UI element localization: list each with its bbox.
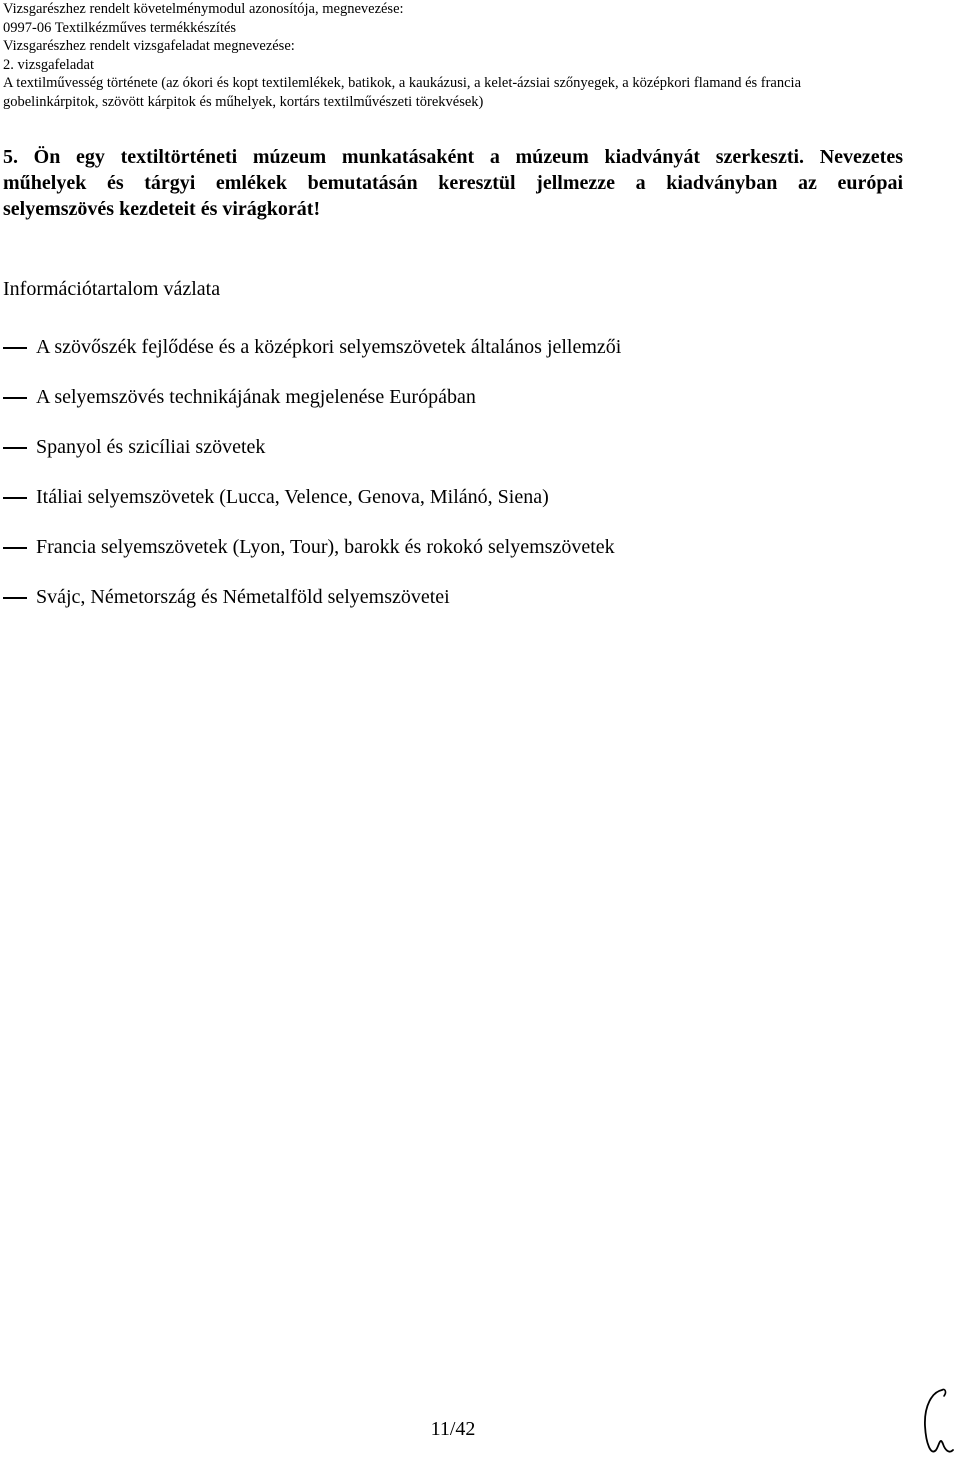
list-item-text: Spanyol és szicíliai szövetek <box>36 436 266 458</box>
header-line-task-label: Vizsgarészhez rendelt vizsgafeladat megnevezése: <box>3 38 295 55</box>
dash-bullet-icon <box>3 534 36 560</box>
dash-bullet-icon <box>3 334 36 360</box>
task-statement <box>3 144 903 222</box>
list-item <box>3 384 903 434</box>
task-line-2: műhelyek és tárgyi emlékek bemutatásán keresztül jellmezze a kiadványban az európai <box>3 172 903 194</box>
page-number: 11/42 <box>430 1418 476 1440</box>
list-item <box>3 334 903 384</box>
list-item-text: Itáliai selyemszövetek (Lucca, Velence, Genova, Milánó, Siena) <box>36 486 549 508</box>
task-line-1: 5. Ön egy textiltörténeti múzeum munkatásaként a múzeum kiadványát szerkeszti. Nevezetes <box>3 146 903 168</box>
list-item <box>3 584 903 634</box>
outline-title: Információtartalom vázlata <box>3 278 221 300</box>
list-item <box>3 484 903 534</box>
handwritten-signature-icon <box>918 1384 958 1462</box>
list-item-text: A selyemszövés technikájának megjelenése Európában <box>36 386 476 408</box>
header-line-task-title-1: A textilművesség története (az ókori és kopt textilemlékek, batikok, a kaukázusi, a kelet-ázsiai szőnyegek, a középkori flamand és francia <box>3 75 802 92</box>
outline-list <box>3 334 903 634</box>
dash-bullet-icon <box>3 434 36 460</box>
header-line-module-name: 0997-06 Textilkézműves termékkészítés <box>3 19 237 36</box>
list-item <box>3 534 903 584</box>
dash-bullet-icon <box>3 384 36 410</box>
header-line-task-title-2: gobelinkárpitok, szövött kárpitok és műhelyek, kortárs textilművészeti törekvések) <box>3 93 484 110</box>
dash-bullet-icon <box>3 484 36 510</box>
page-header <box>3 0 953 112</box>
list-item-text: Svájc, Németország és Németalföld selyemszövetei <box>36 586 450 608</box>
header-line-module-label: Vizsgarészhez rendelt követelménymodul azonosítója, megnevezése: <box>3 1 404 17</box>
header-line-task-number: 2. vizsgafeladat <box>3 56 94 73</box>
list-item <box>3 434 903 484</box>
list-item-text: Francia selyemszövetek (Lyon, Tour), barokk és rokokó selyemszövetek <box>36 536 615 558</box>
list-item-text: A szövőszék fejlődése és a középkori selyemszövetek általános jellemzői <box>36 336 622 358</box>
task-line-3: selyemszövés kezdeteit és virágkorát! <box>3 198 321 220</box>
dash-bullet-icon <box>3 584 36 610</box>
